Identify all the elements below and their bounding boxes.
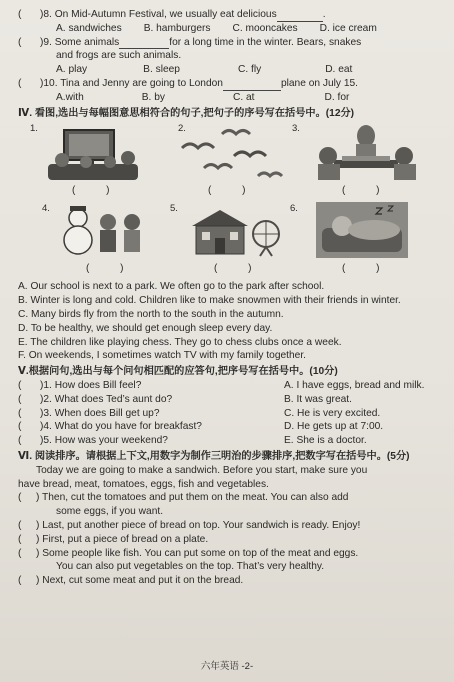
snowmen-picture (56, 202, 148, 258)
options-9: A. play B. sleep C. fly D. eat (56, 64, 353, 76)
intro-line: have bread, meat, tomatoes, eggs, fish and vegetables. (18, 478, 269, 490)
step-item: ( ) Then, cut the tomatoes and put them on the meat. You can also add (18, 492, 349, 504)
sentence-a: A. Our school is next to a park. We often go to the park after school. (18, 281, 325, 293)
birds-flying-picture (174, 126, 284, 184)
school-and-park-picture (186, 204, 282, 258)
options-8: A. sandwiches B. hamburgers C. mooncakes D. ice cream (56, 22, 377, 34)
section-4-title: Ⅳ. 看图,选出与每幅图意思相符合的句子,把句子的序号写在括号中。(12分) (18, 107, 355, 119)
step-item: ( ) Next, cut some meat and put it on the bread. (18, 575, 244, 587)
sentence-e: E. The children like playing chess. They go to chess clubs once a week. (18, 336, 342, 348)
dialogue-row: ( )1. How does Bill feel? A. I have eggs, bread and milk. (18, 379, 425, 391)
question-9: ( )9. Some animals for a long time in the winter. Bears, snakes (18, 36, 362, 48)
dialogue-row: ( )4. What do you have for breakfast? D. He gets up at 7:00. (18, 421, 384, 433)
question-10: ( )10. Tina and Jenny are going to London plane on July 15. (18, 77, 358, 89)
family-watching-tv-picture (44, 124, 142, 182)
sentence-d: D. To be healthy, we should get enough sleep every day. (18, 322, 273, 334)
picture-grid: 1. 2. 3. 4. 5. 6. ( ) ( ) ( ) ( ) ( ) ( ) (18, 120, 440, 280)
sentence-f: F. On weekends, I sometimes watch TV with my family together. (18, 350, 306, 362)
sentence-b: B. Winter is long and cold. Children like to make snowmen with their friends in winter. (18, 295, 401, 307)
step-item: ( ) Some people like fish. You can put some on top of the meat and eggs. (18, 547, 359, 559)
sentence-c: C. Many birds fly from the north to the south in the autumn. (18, 308, 284, 320)
child-sleeping-picture (316, 202, 408, 258)
page-footer: 六年英语 -2- (200, 661, 254, 673)
question-8: ( )8. On Mid-Autumn Festival, we usually eat delicious . (18, 9, 326, 20)
intro-line: Today we are going to make a sandwich. Before you start, make sure you (36, 464, 368, 476)
step-item: ( ) Last, put another piece of bread on top. Your sandwich is ready. Enjoy! (18, 519, 361, 531)
dialogue-row: ( )3. When does Bill get up? C. He is very excited. (18, 407, 381, 419)
section-6-title: Ⅵ. 阅读排序。请根据上下文,用数字为制作三明治的步骤排序,把数字写在括号中。(5分) (18, 450, 410, 462)
dialogue-row: ( )2. What does Ted’s aunt do? B. It was great. (18, 393, 352, 405)
children-playing-chess-picture (312, 122, 420, 182)
exam-page: ( )8. On Mid-Autumn Festival, we usually eat delicious . A. sandwiches B. hamburgers C. mooncakes D. ice cream ( )9. Some animals for a long time in the winter. Bears, snakes and frogs are such animals. A. play B. sleep C. fly D. eat ( )10. Tina and Jenny are going to London plane on July 15. A.with B. by C. at D. for Ⅳ. 看图,选出与每幅图意思相符合的句子,把句子的序号写在括号中。(12分) 1. 2. 3. 4. 5. 6. ( ) ( ) ( ) ( ) ( ) ( ) A. Our school is next to a park. We often go to the park after school. B. Winter is long and cold. Children like to make snowmen with their friends in winter. C. Many birds fly from the north to the south in the autumn. D. To be healthy, we should get enough sleep every day. E. The children like playing chess. They go to chess clubs once a week. F. On weekends, I sometimes watch TV with my family together. Ⅴ.根据问句,选出与每个问句相匹配的应答句,把序号写在括号中。(10分) ( )1. How does Bill feel? A. I have eggs, bread and milk. ( )2. What does Ted’s aunt do? B. It was great. ( )3. When does Bill get up? C. He is very excited. ( )4. What do you have for breakfast? D. He gets up at 7:00. ( )5. How was your weekend? E. She is a doctor. Ⅵ. 阅读排序。请根据上下文,用数字为制作三明治的步骤排序,把数字写在括号中。(5分) Today we are going to make a sandwich. Before you start, make sure you have bread, meat, tomatoes, eggs, fish and vegetables. ( ) Then, cut the tomatoes and put them on the meat. You can also add some eggs, if you want. ( ) Last, put another piece of bread on top. Your sandwich is ready. Enjoy! ( ) First, put a piece of bread on a plate. ( ) Some people like fish. You can put some on top of the meat and eggs. You can also put vegetables on the top. That’s very healthy. ( ) Next, cut some meat and put it on the bread. 六年英语 -2- (0, 0, 454, 682)
dialogue-row: ( )5. How was your weekend? E. She is a doctor. (18, 435, 367, 447)
section-5-title: Ⅴ.根据问句,选出与每个问句相匹配的应答句,把序号写在括号中。(10分) (18, 366, 338, 378)
step-item: ( ) First, put a piece of bread on a plate. (18, 533, 209, 545)
options-10: A.with B. by C. at D. for (56, 91, 350, 103)
